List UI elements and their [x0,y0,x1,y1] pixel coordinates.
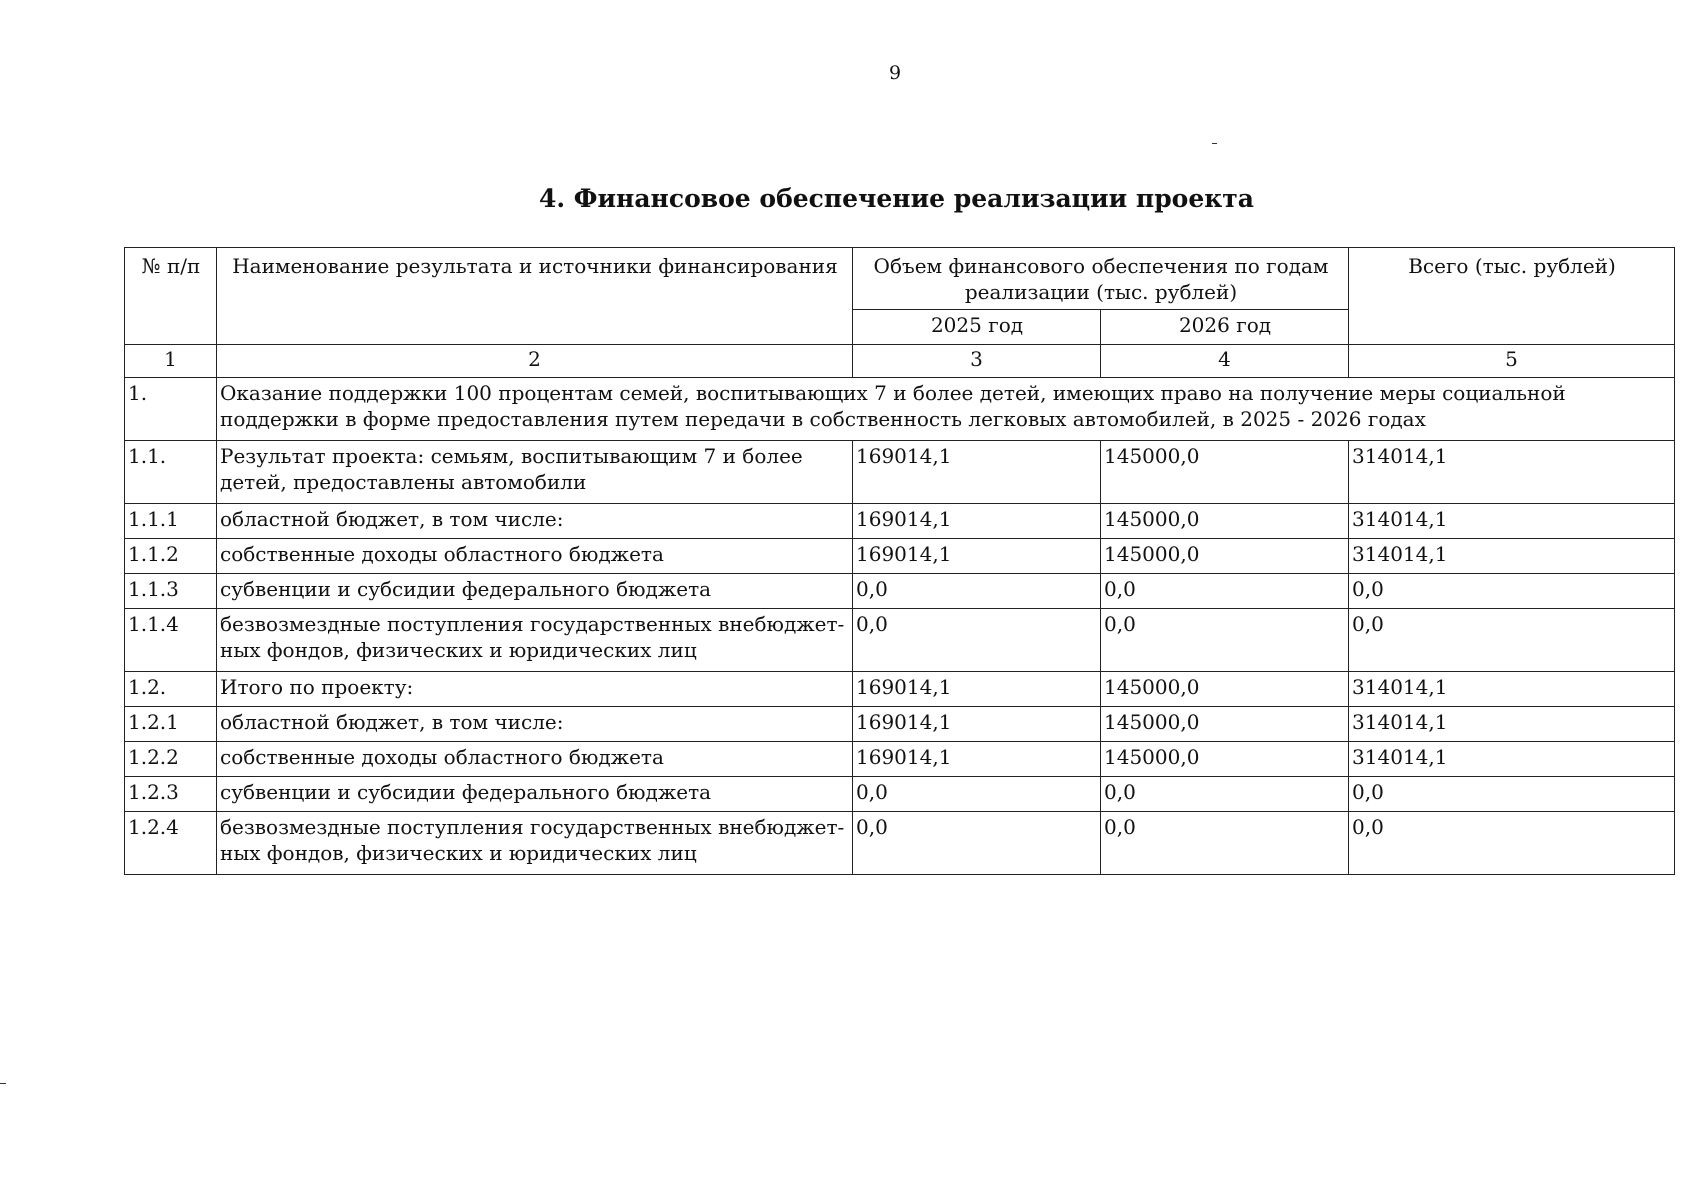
column-number-row [125,345,1675,378]
table-row [125,812,1675,875]
row-value-2026: 145000,0 [1101,707,1349,742]
row-name: областной бюджет, в том числе: [217,504,853,539]
table-row [125,707,1675,742]
row-num: 1.2.3 [125,777,217,812]
row-num: 1.2.4 [125,812,217,875]
row-value-total: 0,0 [1349,574,1675,609]
row-value-total: 0,0 [1349,812,1675,875]
row-value-total: 314014,1 [1349,539,1675,574]
row-num: 1.1.1 [125,504,217,539]
table-row [125,777,1675,812]
row-num: 1.1.3 [125,574,217,609]
row-value-2025: 0,0 [853,812,1101,875]
header-row [125,248,1675,310]
row-value-2025: 0,0 [853,609,1101,672]
column-number: 4 [1101,345,1349,378]
row-value-2026: 0,0 [1101,609,1349,672]
row-value-2026: 145000,0 [1101,672,1349,707]
row-name: субвенции и субсидии федерального бюджета [217,777,853,812]
row-value-total: 314014,1 [1349,707,1675,742]
column-number: 1 [125,345,217,378]
column-number: 3 [853,345,1101,378]
scan-mark [0,1083,6,1084]
header-year-2026: 2026 год [1101,310,1349,345]
table-row [125,504,1675,539]
row-value-2026: 145000,0 [1101,504,1349,539]
header-volume: Объем финансового обеспечения по годам реализации (тыс. рублей) [853,248,1349,310]
row-value-2026: 0,0 [1101,812,1349,875]
row-value-2025: 169014,1 [853,672,1101,707]
table-row [125,539,1675,574]
row-value-2025: 169014,1 [853,441,1101,504]
row-value-total: 314014,1 [1349,672,1675,707]
column-number: 2 [217,345,853,378]
row-value-2026: 145000,0 [1101,539,1349,574]
row-value-total: 314014,1 [1349,504,1675,539]
row-num: 1.2.1 [125,707,217,742]
row-name: областной бюджет, в том числе: [217,707,853,742]
row-value-total: 0,0 [1349,777,1675,812]
header-name: Наименование результата и источники финансирования [217,248,853,345]
row-num: 1.2. [125,672,217,707]
scan-mark [1212,143,1217,144]
row-num: 1.1.4 [125,609,217,672]
row-name: безвозмездные поступления государственных внебюджет-ных фондов, физических и юридических лиц [217,609,853,672]
row-value-total: 0,0 [1349,609,1675,672]
section-row [125,378,1675,441]
row-value-2026: 0,0 [1101,777,1349,812]
financing-table [124,247,1675,875]
row-value-total: 314014,1 [1349,742,1675,777]
table-row [125,441,1675,504]
row-value-2026: 145000,0 [1101,441,1349,504]
row-value-2026: 0,0 [1101,574,1349,609]
row-value-total: 314014,1 [1349,441,1675,504]
row-num: 1.1. [125,441,217,504]
header-num: № п/п [125,248,217,345]
row-name: собственные доходы областного бюджета [217,742,853,777]
row-name: Результат проекта: семьям, воспитывающим 7 и более детей, предоставлены автомобили [217,441,853,504]
row-name: субвенции и субсидии федерального бюджета [217,574,853,609]
row-name: собственные доходы областного бюджета [217,539,853,574]
row-value-2025: 0,0 [853,777,1101,812]
row-value-2025: 169014,1 [853,707,1101,742]
row-num: 1.1.2 [125,539,217,574]
section-num: 1. [125,378,217,441]
header-year-2025: 2025 год [853,310,1101,345]
section-text: Оказание поддержки 100 процентам семей, воспитывающих 7 и более детей, имеющих право на получение меры социальной поддержки в форме предоставления путем передачи в собственность легковых автомобилей, в 2025 - 2026 годах [217,378,1675,441]
column-number: 5 [1349,345,1675,378]
page-number: 9 [888,62,902,84]
header-total: Всего (тыс. рублей) [1349,248,1675,345]
row-num: 1.2.2 [125,742,217,777]
row-value-2025: 169014,1 [853,742,1101,777]
row-value-2026: 145000,0 [1101,742,1349,777]
row-name: безвозмездные поступления государственных внебюджет-ных фондов, физических и юридических лиц [217,812,853,875]
table-row [125,742,1675,777]
row-value-2025: 169014,1 [853,539,1101,574]
table-row [125,574,1675,609]
row-value-2025: 169014,1 [853,504,1101,539]
row-value-2025: 0,0 [853,574,1101,609]
section-title: 4. Финансовое обеспечение реализации проекта [538,184,1254,213]
table-row [125,672,1675,707]
row-name: Итого по проекту: [217,672,853,707]
table-row [125,609,1675,672]
